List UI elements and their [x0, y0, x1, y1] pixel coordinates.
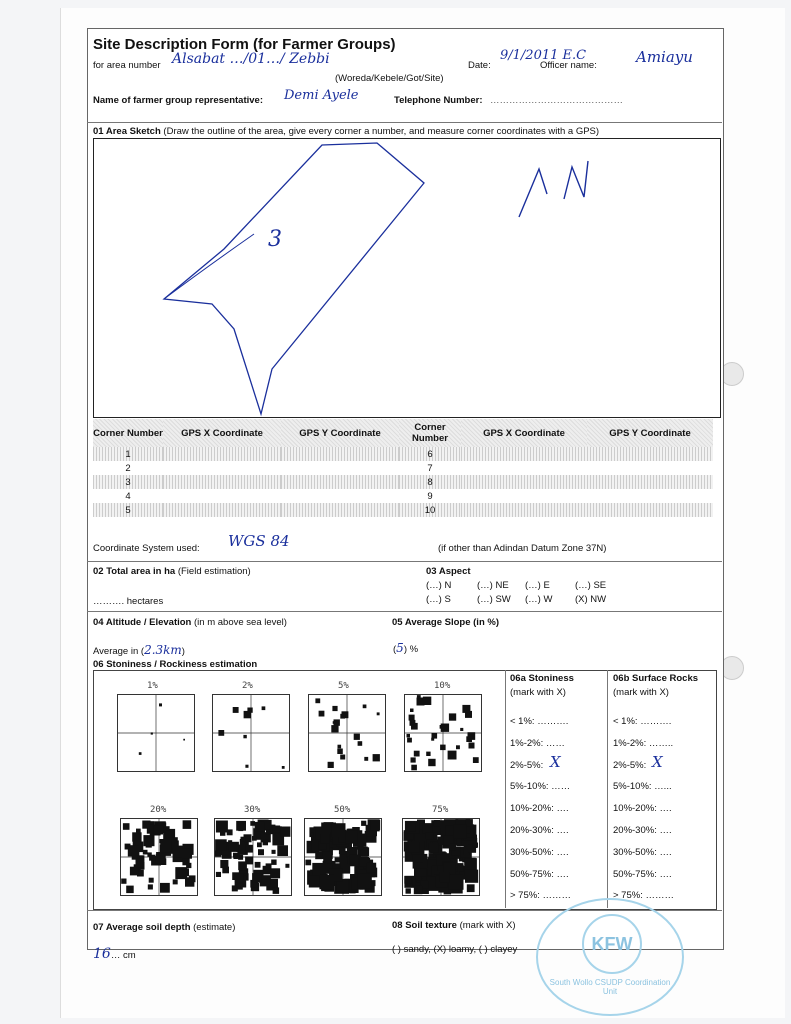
corner-number: 2 — [125, 462, 131, 474]
officer-value[interactable]: Amiayu — [636, 48, 693, 66]
gps-y-cell[interactable] — [587, 461, 713, 475]
surface-rocks-option[interactable]: 10%-20%: …. — [613, 803, 672, 815]
corner-number: 9 — [427, 490, 433, 502]
surface-rocks-option[interactable]: < 1%: ………. — [613, 716, 672, 727]
gps-x-cell[interactable] — [163, 489, 281, 503]
total-area-field[interactable]: ………. hectares — [93, 596, 164, 607]
officer-label: Officer name: — [540, 60, 597, 71]
slope-value: 5 — [396, 641, 404, 655]
phone-label: Telephone Number: — [394, 95, 483, 106]
stoniness-option[interactable]: 2%-5%: — [510, 759, 544, 771]
gps-x-cell[interactable] — [461, 475, 587, 489]
soil-texture-options[interactable]: ( ) sandy, (X) loamy, ( ) clayey — [392, 944, 518, 955]
stoniness-option[interactable]: < 1%: ………. — [510, 716, 569, 727]
gps-y-cell[interactable] — [587, 447, 713, 461]
divider — [87, 561, 722, 562]
rep-value[interactable]: Demi Ayele — [284, 88, 359, 103]
gps-y-cell[interactable] — [281, 461, 399, 475]
aspect-option-n[interactable]: (…) N — [426, 580, 452, 591]
stoniness-option[interactable]: 1%-2%: …… — [510, 737, 565, 749]
gps-y-cell[interactable] — [587, 489, 713, 503]
tile-percent-label: 5% — [338, 681, 349, 691]
corner-number: 10 — [399, 503, 461, 517]
surface-rocks-col-sub: (mark with X) — [613, 687, 669, 698]
aspect-heading: 03 Aspect — [426, 566, 471, 577]
surface-rocks-option[interactable]: 2%-5%: — [613, 759, 647, 771]
stoniness-option[interactable]: 50%-75%: …. — [510, 868, 569, 880]
table-row — [93, 489, 713, 503]
area-sketch-canvas[interactable] — [93, 138, 721, 418]
surface-rocks-option[interactable]: 1%-2%: …….. — [613, 737, 674, 749]
stamp-ring-text: South Wollo CSUDP Coordination Unit — [549, 978, 671, 996]
corner-number: 5 — [93, 503, 163, 517]
tile-percent-label: 2% — [242, 681, 253, 691]
tile-percent-label: 10% — [434, 681, 451, 691]
col-gps-y-2: GPS Y Coordinate — [587, 419, 713, 447]
gps-y-cell[interactable] — [281, 489, 399, 503]
corner-number: 6 — [399, 447, 461, 461]
phone-field[interactable]: …………………………………… — [490, 95, 623, 106]
area-number-value[interactable]: Alsabat …/01…/ Zebbi — [172, 51, 330, 67]
coord-system-value[interactable]: WGS 84 — [228, 532, 290, 550]
stoniness-col-sub: (mark with X) — [510, 687, 566, 698]
soil-texture-heading: 08 Soil texture (mark with X) — [392, 920, 516, 931]
total-area-heading: 02 Total area in ha (Field estimation) — [93, 566, 251, 577]
tile-percent-label: 1% — [147, 681, 158, 691]
gps-x-cell[interactable] — [461, 461, 587, 475]
gps-x-cell[interactable] — [461, 447, 587, 461]
coord-system-note: (if other than Adindan Datum Zone 37N) — [438, 543, 607, 554]
col-gps-x-2: GPS X Coordinate — [461, 419, 587, 447]
area-sketch-drawing — [94, 139, 720, 417]
col-corner-number: Corner Number — [93, 419, 163, 447]
gps-header-row — [93, 419, 713, 447]
rep-label: Name of farmer group representative: — [93, 95, 263, 106]
table-row — [93, 475, 713, 489]
corner-number: 7 — [427, 462, 433, 474]
divider — [505, 670, 506, 908]
stoniness-tile — [212, 694, 290, 772]
surface-rocks-mark: X — [652, 753, 663, 771]
aspect-option-se[interactable]: (…) SE — [575, 580, 607, 591]
form-title: Site Description Form (for Farmer Groups) — [93, 36, 396, 53]
gps-y-cell[interactable] — [281, 475, 399, 489]
coord-system-label: Coordinate System used: — [93, 543, 200, 554]
aspect-option-s[interactable]: (…) S — [426, 594, 451, 605]
divider — [607, 670, 608, 908]
tile-percent-label: 30% — [244, 805, 261, 815]
area-number-hint: (Woreda/Kebele/Got/Site) — [335, 73, 444, 84]
stoniness-option[interactable]: 30%-50%: …. — [510, 846, 569, 858]
col-gps-y: GPS Y Coordinate — [281, 419, 399, 447]
aspect-option-ne[interactable]: (…) NE — [477, 580, 509, 591]
divider — [87, 122, 722, 123]
gps-x-cell[interactable] — [163, 503, 281, 517]
altitude-average[interactable]: Average in (2.3km) — [93, 643, 185, 657]
gps-y-cell[interactable] — [587, 503, 713, 517]
corner-number: 8 — [399, 475, 461, 489]
corner-number: 1 — [93, 447, 163, 461]
stoniness-option[interactable]: 20%-30%: …. — [510, 825, 569, 836]
area-number-label: for area number — [93, 60, 161, 71]
date-value[interactable]: 9/1/2011 E.C — [500, 48, 587, 63]
aspect-option-w[interactable]: (…) W — [525, 594, 553, 605]
col-corner-number-2: Corner Number — [399, 419, 461, 447]
slope-field[interactable]: (5) % — [393, 641, 419, 655]
altitude-heading: 04 Altitude / Elevation (in m above sea level) — [93, 617, 287, 628]
stoniness-tile — [304, 818, 382, 896]
table-row — [93, 447, 713, 461]
slope-heading: 05 Average Slope (in %) — [392, 617, 499, 628]
col-gps-x: GPS X Coordinate — [163, 419, 281, 447]
gps-y-cell[interactable] — [281, 447, 399, 461]
surface-rocks-option[interactable]: 30%-50%: …. — [613, 846, 672, 858]
tile-percent-label: 75% — [432, 805, 449, 815]
tile-percent-label: 50% — [334, 805, 351, 815]
stoniness-tile — [308, 694, 386, 772]
stoniness-tile — [120, 818, 198, 896]
gps-x-cell[interactable] — [461, 489, 587, 503]
gps-coordinate-table — [93, 419, 713, 517]
official-stamp — [536, 898, 684, 1016]
stoniness-heading: 06 Stoniness / Rockiness estimation — [93, 659, 258, 670]
gps-y-cell[interactable] — [587, 475, 713, 489]
gps-x-cell[interactable] — [163, 447, 281, 461]
corner-number: 3 — [93, 475, 163, 489]
surface-rocks-option[interactable]: 5%-10%: …... — [613, 781, 672, 793]
table-row — [93, 461, 713, 475]
gps-y-cell[interactable] — [281, 503, 399, 517]
stoniness-mark: X — [550, 753, 561, 771]
table-row — [93, 503, 713, 517]
corner-number: 4 — [125, 490, 131, 502]
stamp-logo: KFW — [582, 914, 642, 974]
area-number-mark: 3 — [268, 227, 282, 252]
soil-depth-value: 16 — [93, 946, 111, 962]
surface-rocks-option[interactable]: 20%-30%: …. — [613, 825, 672, 836]
stoniness-tile — [404, 694, 482, 772]
sketch-heading: 01 Area Sketch (Draw the outline of the area, give every corner a number, and measure corner coordinates with a GPS) — [93, 126, 600, 137]
soil-depth-field[interactable]: 16… cm — [93, 946, 136, 962]
date-label: Date: — [468, 60, 491, 71]
soil-depth-heading: 07 Average soil depth (estimate) — [93, 922, 236, 933]
aspect-option-sw[interactable]: (…) SW — [477, 594, 511, 605]
stoniness-tile — [402, 818, 480, 896]
gps-x-cell[interactable] — [163, 461, 281, 475]
surface-rocks-option[interactable]: > 75%: ……… — [613, 890, 674, 902]
divider — [87, 611, 722, 612]
aspect-option-nw[interactable]: (X) NW — [575, 594, 607, 605]
gps-x-cell[interactable] — [461, 503, 587, 517]
tile-percent-label: 20% — [150, 805, 167, 815]
aspect-option-e[interactable]: (…) E — [525, 580, 550, 591]
stoniness-option[interactable]: 10%-20%: …. — [510, 803, 569, 815]
surface-rocks-option[interactable]: 50%-75%: …. — [613, 868, 672, 880]
stoniness-option[interactable]: 5%-10%: …… — [510, 781, 571, 793]
stoniness-option[interactable]: > 75%: ……… — [510, 890, 571, 902]
stoniness-tile — [214, 818, 292, 896]
gps-x-cell[interactable] — [163, 475, 281, 489]
stoniness-col-title: 06a Stoniness — [510, 673, 574, 684]
stoniness-tile — [117, 694, 195, 772]
altitude-value: 2.3km — [144, 643, 182, 657]
surface-rocks-col-title: 06b Surface Rocks — [613, 673, 699, 684]
